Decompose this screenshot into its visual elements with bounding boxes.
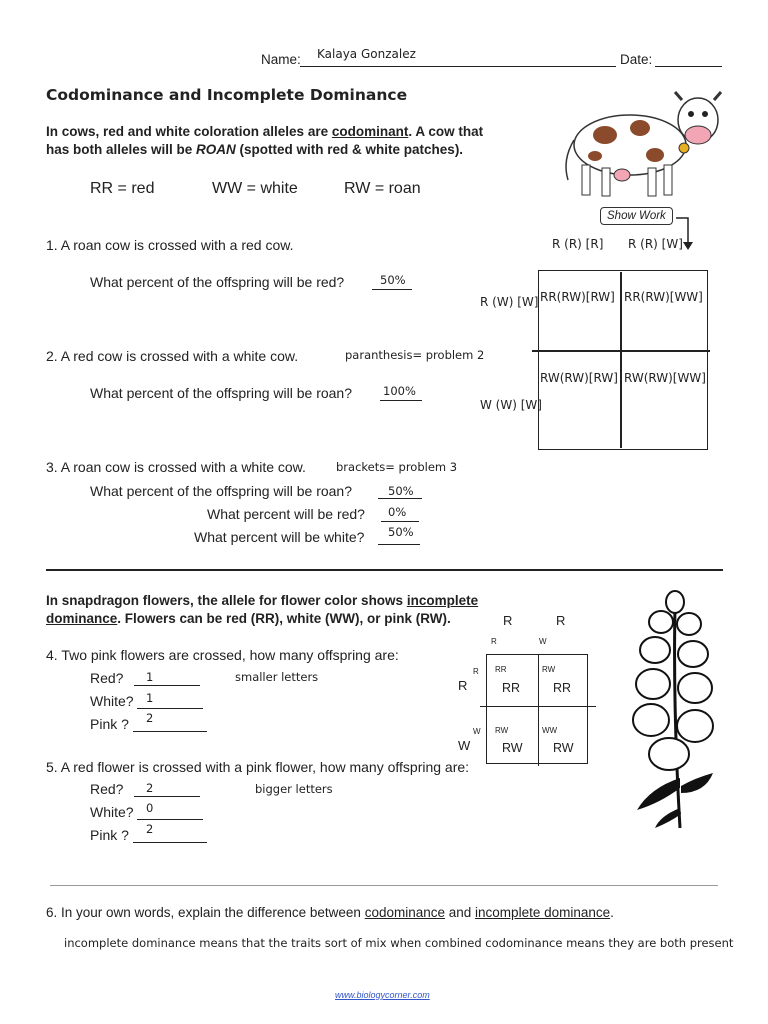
q1-prompt: What percent of the offspring will be red? xyxy=(90,274,345,290)
p2-small-top-1: R xyxy=(491,637,497,646)
date-line[interactable] xyxy=(655,66,722,67)
q3-note: brackets= problem 3 xyxy=(336,460,458,474)
p1-cell-2: RR(RW)[WW] xyxy=(624,290,703,304)
p2-small-top-2: W xyxy=(539,637,547,646)
p1-top-right: R (R) [W] xyxy=(628,237,683,251)
q2-prompt: What percent of the offspring will be roan? xyxy=(90,385,353,401)
q4-pink-label: Pink ? xyxy=(90,716,129,732)
q2-note: paranthesis= problem 2 xyxy=(345,348,485,362)
q4-white-label: White? xyxy=(90,693,134,709)
footer xyxy=(335,985,430,1003)
name-value: Kalaya Gonzalez xyxy=(317,47,416,61)
q5-red-line[interactable] xyxy=(134,796,200,797)
cow-intro-line2: has both alleles will be ROAN (spotted with red & white patches). xyxy=(46,142,464,157)
p2-small-side-2: W xyxy=(473,727,481,736)
q6-question: 6. In your own words, explain the difference between codominance and incomplete dominance. xyxy=(46,905,614,920)
p1-horizontal-divider xyxy=(532,350,710,352)
q3-prompt-roan: What percent of the offspring will be roan? xyxy=(90,483,353,499)
p2-small-cell-1: RR xyxy=(495,665,507,674)
p1-cell-1: RR(RW)[RW] xyxy=(540,290,615,304)
q4-red-line[interactable] xyxy=(134,685,200,686)
name-line[interactable] xyxy=(300,66,616,67)
name-label: Name: xyxy=(261,52,301,67)
cow-intro-line1: In cows, red and white coloration alleles are codominant. A cow that xyxy=(46,124,484,139)
q1-answer-line[interactable] xyxy=(372,289,412,290)
p2-horizontal-divider xyxy=(480,706,596,707)
p2-small-side-1: R xyxy=(473,667,479,676)
q1-question: 1. A roan cow is crossed with a red cow. xyxy=(46,237,294,253)
biologycorner-link[interactable]: www.biologycorner.com xyxy=(335,990,430,1000)
q4-pink-answer: 2 xyxy=(146,711,154,725)
p2-small-cell-4: WW xyxy=(542,726,558,735)
p2-big-side-2: W xyxy=(458,738,471,753)
q5-white-line[interactable] xyxy=(137,819,203,820)
p1-cell-4: RW(RW)[WW] xyxy=(624,371,706,385)
genotype-rr: RR = red xyxy=(90,180,155,197)
q3-roan-line[interactable] xyxy=(378,498,422,499)
q5-pink-label: Pink ? xyxy=(90,827,129,843)
q2-answer-line[interactable] xyxy=(380,400,422,401)
p1-vertical-divider xyxy=(620,272,622,448)
q3-prompt-white: What percent will be white? xyxy=(194,529,365,545)
q4-white-answer: 1 xyxy=(146,691,154,705)
show-work-box: Show Work xyxy=(600,207,673,225)
p1-side-bottom: W (W) [W] xyxy=(480,398,542,412)
q4-white-line[interactable] xyxy=(137,708,203,709)
q5-note: bigger letters xyxy=(255,782,333,796)
p2-big-cell-3: RW xyxy=(502,741,523,755)
q4-pink-line[interactable] xyxy=(133,731,207,732)
p2-big-cell-1: RR xyxy=(502,681,521,695)
q2-answer: 100% xyxy=(383,384,416,398)
genotype-rw: RW = roan xyxy=(344,180,421,197)
page-title: Codominance and Incomplete Dominance xyxy=(46,86,408,104)
snapdragon-illustration xyxy=(625,588,720,833)
q3-question: 3. A roan cow is crossed with a white cow. xyxy=(46,459,306,475)
q5-red-answer: 2 xyxy=(146,781,154,795)
q4-red-answer: 1 xyxy=(146,670,154,684)
q3-prompt-red: What percent will be red? xyxy=(207,506,365,522)
q6-answer: incomplete dominance means that the traits sort of mix when combined codominance means they are both present xyxy=(64,936,734,950)
cow-illustration xyxy=(560,90,725,210)
q1-answer: 50% xyxy=(380,273,406,287)
q3-roan-answer: 50% xyxy=(388,484,414,498)
q2-question: 2. A red cow is crossed with a white cow. xyxy=(46,348,299,364)
q3-white-answer: 50% xyxy=(388,525,414,539)
q3-red-answer: 0% xyxy=(388,505,407,519)
q4-note: smaller letters xyxy=(235,670,319,684)
p2-small-cell-3: RW xyxy=(495,726,509,735)
p2-big-top-2: R xyxy=(556,613,566,628)
q5-red-label: Red? xyxy=(90,781,124,797)
q4-question: 4. Two pink flowers are crossed, how many offspring are: xyxy=(46,647,399,663)
q5-white-label: White? xyxy=(90,804,134,820)
q5-pink-line[interactable] xyxy=(133,842,207,843)
p1-side-top: R (W) [W] xyxy=(480,295,539,309)
p2-big-top-1: R xyxy=(503,613,513,628)
date-label: Date: xyxy=(620,52,653,67)
q3-red-line[interactable] xyxy=(381,521,419,522)
snap-intro-line1: In snapdragon flowers, the allele for flower color shows incomplete xyxy=(46,593,479,608)
p2-big-cell-4: RW xyxy=(553,741,574,755)
q5-pink-answer: 2 xyxy=(146,822,154,836)
p2-big-side-1: R xyxy=(458,678,468,693)
genotype-ww: WW = white xyxy=(212,180,298,197)
snap-intro-line2: dominance. Flowers can be red (RR), white (WW), or pink (RW). xyxy=(46,611,451,626)
thin-divider xyxy=(50,885,718,886)
q5-question: 5. A red flower is crossed with a pink flower, how many offspring are: xyxy=(46,759,470,775)
p1-top-left: R (R) [R] xyxy=(552,237,604,251)
p2-vertical-divider xyxy=(538,654,539,766)
q4-red-label: Red? xyxy=(90,670,124,686)
p2-small-cell-2: RW xyxy=(542,665,556,674)
q3-white-line[interactable] xyxy=(378,544,420,545)
p2-big-cell-2: RR xyxy=(553,681,572,695)
section-divider xyxy=(46,569,723,571)
p1-cell-3: RW(RW)[RW] xyxy=(540,371,618,385)
q5-white-answer: 0 xyxy=(146,801,154,815)
